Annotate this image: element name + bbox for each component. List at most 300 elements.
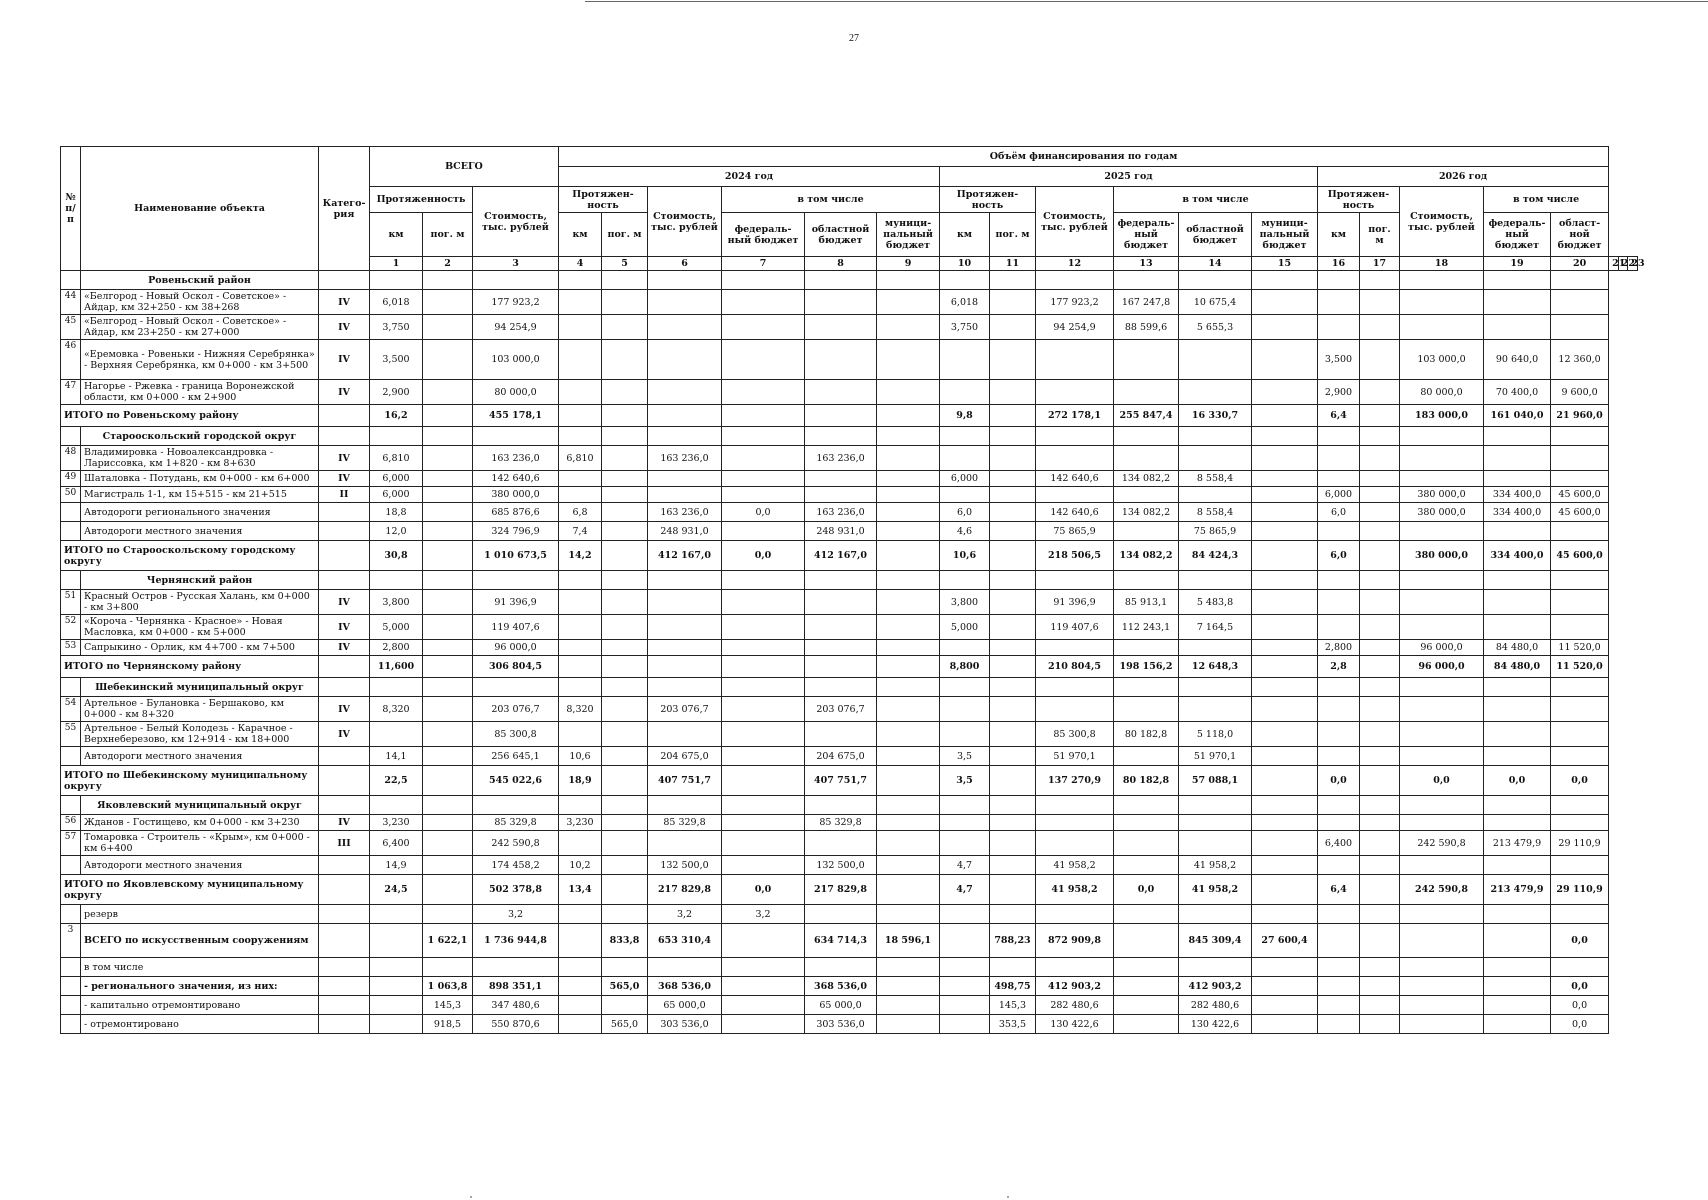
empty-cell bbox=[1400, 615, 1484, 640]
empty-cell bbox=[423, 522, 473, 541]
empty-cell bbox=[1551, 796, 1609, 815]
empty-cell bbox=[877, 1015, 940, 1034]
empty-cell bbox=[1318, 615, 1360, 640]
empty-cell bbox=[990, 656, 1036, 678]
empty-cell bbox=[877, 640, 940, 656]
empty-cell bbox=[1484, 958, 1551, 977]
empty-cell bbox=[602, 958, 648, 977]
value-cell: 5 655,3 bbox=[1179, 315, 1252, 340]
empty-cell bbox=[1400, 958, 1484, 977]
empty-cell bbox=[648, 678, 722, 697]
category-cell: IV bbox=[319, 290, 370, 315]
empty-cell bbox=[1318, 1015, 1360, 1034]
empty-cell bbox=[1400, 678, 1484, 697]
empty-cell bbox=[648, 796, 722, 815]
empty-cell bbox=[940, 958, 990, 977]
empty-cell bbox=[877, 271, 940, 290]
table-row bbox=[61, 996, 1638, 1015]
empty-cell bbox=[1114, 640, 1179, 656]
value-cell: 0,0 bbox=[722, 541, 805, 571]
value-cell: 41 958,2 bbox=[1036, 875, 1114, 905]
empty-cell bbox=[559, 905, 602, 924]
empty-cell bbox=[602, 697, 648, 722]
object-name: Красный Остров - Русская Халань, км 0+000 - км 3+800 bbox=[81, 590, 319, 615]
value-cell: 91 396,9 bbox=[473, 590, 559, 615]
section-row bbox=[61, 271, 1638, 290]
empty-cell bbox=[940, 697, 990, 722]
empty-cell bbox=[602, 471, 648, 487]
empty-cell bbox=[940, 1015, 990, 1034]
object-name: «Белгород - Новый Оскол - Советское» - Айдар, км 23+250 - км 27+000 bbox=[81, 315, 319, 340]
empty-cell bbox=[648, 831, 722, 856]
empty-cell bbox=[877, 427, 940, 446]
empty-cell bbox=[1114, 271, 1179, 290]
value-cell: 91 396,9 bbox=[1036, 590, 1114, 615]
value-cell: 3,800 bbox=[940, 590, 990, 615]
value-cell: 183 000,0 bbox=[1400, 405, 1484, 427]
value-cell: 145,3 bbox=[990, 996, 1036, 1015]
category-cell: IV bbox=[319, 615, 370, 640]
value-cell: 6,000 bbox=[370, 487, 423, 503]
empty-cell bbox=[805, 487, 877, 503]
empty-cell bbox=[648, 656, 722, 678]
empty-cell bbox=[370, 796, 423, 815]
empty-cell bbox=[1360, 571, 1400, 590]
empty-cell bbox=[1252, 405, 1318, 427]
empty-cell bbox=[1484, 977, 1551, 996]
empty-cell bbox=[1114, 905, 1179, 924]
empty-cell bbox=[602, 290, 648, 315]
vtom-2025-header: в том числе bbox=[1114, 187, 1318, 213]
empty-cell bbox=[1252, 722, 1318, 747]
value-cell: 41 958,2 bbox=[1036, 856, 1114, 875]
empty-cell bbox=[1318, 522, 1360, 541]
empty-cell bbox=[1484, 271, 1551, 290]
value-cell: 30,8 bbox=[370, 541, 423, 571]
value-cell: 51 970,1 bbox=[1036, 747, 1114, 766]
empty-cell bbox=[1252, 571, 1318, 590]
total-title: ИТОГО по Старооскольскому городскому округу bbox=[61, 541, 319, 571]
empty-cell bbox=[1360, 640, 1400, 656]
empty-cell bbox=[1400, 427, 1484, 446]
empty-cell bbox=[1252, 271, 1318, 290]
column-number: 2 bbox=[423, 257, 473, 271]
value-cell: 161 040,0 bbox=[1484, 405, 1551, 427]
empty-cell bbox=[805, 958, 877, 977]
empty-cell bbox=[423, 471, 473, 487]
column-number: 23 bbox=[1628, 257, 1638, 271]
value-cell: 65 000,0 bbox=[648, 996, 722, 1015]
empty-cell bbox=[648, 405, 722, 427]
row-number-cell: 55 bbox=[61, 722, 81, 747]
value-cell: 167 247,8 bbox=[1114, 290, 1179, 315]
empty-cell bbox=[722, 340, 805, 380]
empty-cell bbox=[805, 471, 877, 487]
empty-cell bbox=[602, 315, 648, 340]
empty-cell bbox=[1252, 977, 1318, 996]
empty-cell bbox=[370, 722, 423, 747]
value-cell: 334 400,0 bbox=[1484, 503, 1551, 522]
empty-cell bbox=[1551, 958, 1609, 977]
row-number-cell: 45 bbox=[61, 315, 81, 340]
empty-cell bbox=[423, 831, 473, 856]
table-row bbox=[61, 856, 1638, 875]
column-number: 3 bbox=[473, 257, 559, 271]
value-cell: 9 600,0 bbox=[1551, 380, 1609, 405]
value-cell: 13,4 bbox=[559, 875, 602, 905]
empty-cell bbox=[940, 905, 990, 924]
empty-cell bbox=[1484, 615, 1551, 640]
empty-cell bbox=[1400, 815, 1484, 831]
value-cell: 347 480,6 bbox=[473, 996, 559, 1015]
empty-cell bbox=[559, 996, 602, 1015]
empty-cell bbox=[1036, 796, 1114, 815]
value-cell: 5 118,0 bbox=[1179, 722, 1252, 747]
empty-cell bbox=[648, 271, 722, 290]
empty-cell bbox=[1484, 678, 1551, 697]
value-cell: 18 596,1 bbox=[877, 924, 940, 958]
empty-cell bbox=[1036, 340, 1114, 380]
category-cell: IV bbox=[319, 446, 370, 471]
value-cell: 51 970,1 bbox=[1179, 747, 1252, 766]
empty-cell bbox=[1551, 427, 1609, 446]
column-number: 16 bbox=[1318, 257, 1360, 271]
empty-cell bbox=[319, 427, 370, 446]
empty-cell bbox=[1360, 615, 1400, 640]
empty-cell bbox=[1252, 541, 1318, 571]
empty-cell bbox=[319, 678, 370, 697]
fed-2025-header: федераль-ный бюджет bbox=[1114, 213, 1179, 257]
value-cell: 75 865,9 bbox=[1036, 522, 1114, 541]
value-cell: 174 458,2 bbox=[473, 856, 559, 875]
value-cell: 8 558,4 bbox=[1179, 503, 1252, 522]
value-cell: 380 000,0 bbox=[473, 487, 559, 503]
section-title: Чернянский район bbox=[81, 571, 319, 590]
value-cell: 85 300,8 bbox=[473, 722, 559, 747]
value-cell: 203 076,7 bbox=[805, 697, 877, 722]
value-cell: 29 110,9 bbox=[1551, 875, 1609, 905]
table-row bbox=[61, 340, 1638, 380]
empty-cell bbox=[877, 380, 940, 405]
obl-2024-header: областной бюджет bbox=[805, 213, 877, 257]
empty-cell bbox=[1400, 315, 1484, 340]
value-cell: 412 903,2 bbox=[1036, 977, 1114, 996]
empty-cell bbox=[473, 678, 559, 697]
total-row bbox=[61, 924, 1638, 958]
empty-cell bbox=[1179, 640, 1252, 656]
empty-cell bbox=[370, 977, 423, 996]
category-cell bbox=[319, 747, 370, 766]
object-name: ВСЕГО по искусственным сооружениям bbox=[81, 924, 319, 958]
empty-cell bbox=[805, 315, 877, 340]
value-cell: 412 167,0 bbox=[805, 541, 877, 571]
empty-cell bbox=[940, 271, 990, 290]
section-row bbox=[61, 678, 1638, 697]
empty-cell bbox=[1318, 446, 1360, 471]
column-number: 4 bbox=[559, 257, 602, 271]
empty-cell bbox=[722, 640, 805, 656]
empty-cell bbox=[1114, 856, 1179, 875]
value-cell: 4,7 bbox=[940, 856, 990, 875]
column-number: 7 bbox=[722, 257, 805, 271]
empty-cell bbox=[1360, 590, 1400, 615]
empty-cell bbox=[722, 522, 805, 541]
value-cell: 6,4 bbox=[1318, 875, 1360, 905]
empty-cell bbox=[559, 487, 602, 503]
empty-cell bbox=[1484, 446, 1551, 471]
protyazh-2024-header: Протяжен-ность bbox=[559, 187, 648, 213]
empty-cell bbox=[805, 831, 877, 856]
value-cell: 5,000 bbox=[940, 615, 990, 640]
value-cell: 177 923,2 bbox=[1036, 290, 1114, 315]
object-name: Артельное - Белый Колодезь - Карачное - Верхнеберезово, км 12+914 - км 18+000 bbox=[81, 722, 319, 747]
value-cell: 6,018 bbox=[940, 290, 990, 315]
empty-cell bbox=[805, 340, 877, 380]
value-cell: 18,9 bbox=[559, 766, 602, 796]
value-cell: 213 479,9 bbox=[1484, 875, 1551, 905]
category-cell bbox=[319, 541, 370, 571]
empty-cell bbox=[877, 315, 940, 340]
table-row bbox=[61, 522, 1638, 541]
empty-cell bbox=[990, 678, 1036, 697]
empty-cell bbox=[1360, 487, 1400, 503]
empty-cell bbox=[722, 656, 805, 678]
value-cell: 3,2 bbox=[722, 905, 805, 924]
empty-cell bbox=[940, 977, 990, 996]
empty-cell bbox=[370, 958, 423, 977]
empty-cell bbox=[559, 831, 602, 856]
empty-cell bbox=[559, 796, 602, 815]
value-cell: 142 640,6 bbox=[1036, 471, 1114, 487]
empty-cell bbox=[1114, 796, 1179, 815]
empty-cell bbox=[602, 590, 648, 615]
empty-cell bbox=[1360, 427, 1400, 446]
empty-cell bbox=[1252, 1015, 1318, 1034]
empty-cell bbox=[1484, 1015, 1551, 1034]
empty-cell bbox=[1551, 446, 1609, 471]
empty-cell bbox=[370, 1015, 423, 1034]
empty-cell bbox=[1036, 380, 1114, 405]
value-cell: 0,0 bbox=[1114, 875, 1179, 905]
value-cell: 163 236,0 bbox=[648, 503, 722, 522]
category-cell bbox=[319, 905, 370, 924]
value-cell: 3,230 bbox=[559, 815, 602, 831]
table-row bbox=[61, 722, 1638, 747]
km-2026-header: км bbox=[1318, 213, 1360, 257]
empty-cell bbox=[1551, 571, 1609, 590]
empty-cell bbox=[1252, 615, 1318, 640]
empty-cell bbox=[602, 856, 648, 875]
empty-cell bbox=[1252, 380, 1318, 405]
empty-cell bbox=[1252, 875, 1318, 905]
empty-cell bbox=[1252, 747, 1318, 766]
value-cell: 80 000,0 bbox=[473, 380, 559, 405]
empty-cell bbox=[1114, 831, 1179, 856]
value-cell: 103 000,0 bbox=[473, 340, 559, 380]
empty-cell bbox=[423, 875, 473, 905]
row-number-cell bbox=[61, 522, 81, 541]
empty-cell bbox=[722, 747, 805, 766]
empty-cell bbox=[1400, 1015, 1484, 1034]
section-row bbox=[61, 571, 1638, 590]
financing-table bbox=[60, 146, 1645, 1034]
row-number-cell bbox=[61, 571, 81, 590]
empty-cell bbox=[1252, 640, 1318, 656]
empty-cell bbox=[1484, 905, 1551, 924]
column-number: 11 bbox=[990, 257, 1036, 271]
category-cell: III bbox=[319, 831, 370, 856]
total-title: ИТОГО по Яковлевскому муниципальному округу bbox=[61, 875, 319, 905]
value-cell: 10,2 bbox=[559, 856, 602, 875]
value-cell: 2,800 bbox=[1318, 640, 1360, 656]
empty-cell bbox=[1360, 290, 1400, 315]
empty-cell bbox=[1360, 503, 1400, 522]
empty-cell bbox=[1252, 522, 1318, 541]
column-number: 5 bbox=[602, 257, 648, 271]
mun-2025-header: муници-пальный бюджет bbox=[1252, 213, 1318, 257]
empty-cell bbox=[602, 522, 648, 541]
value-cell: 85 329,8 bbox=[473, 815, 559, 831]
empty-cell bbox=[1036, 678, 1114, 697]
value-cell: 80 000,0 bbox=[1400, 380, 1484, 405]
value-cell: 80 182,8 bbox=[1114, 722, 1179, 747]
value-cell: 11 520,0 bbox=[1551, 640, 1609, 656]
empty-cell bbox=[1360, 541, 1400, 571]
section-title: Шебекинский муниципальный округ bbox=[81, 678, 319, 697]
value-cell: 248 931,0 bbox=[648, 522, 722, 541]
value-cell: 45 600,0 bbox=[1551, 487, 1609, 503]
value-cell: 7 164,5 bbox=[1179, 615, 1252, 640]
empty-cell bbox=[648, 722, 722, 747]
empty-cell bbox=[1551, 678, 1609, 697]
empty-cell bbox=[990, 615, 1036, 640]
table-row bbox=[61, 380, 1638, 405]
empty-cell bbox=[990, 427, 1036, 446]
empty-cell bbox=[1179, 697, 1252, 722]
empty-cell bbox=[1252, 340, 1318, 380]
value-cell: 5 483,8 bbox=[1179, 590, 1252, 615]
empty-cell bbox=[1252, 856, 1318, 875]
value-cell: 163 236,0 bbox=[473, 446, 559, 471]
empty-cell bbox=[559, 427, 602, 446]
empty-cell bbox=[370, 271, 423, 290]
category-cell bbox=[319, 875, 370, 905]
empty-cell bbox=[990, 471, 1036, 487]
empty-cell bbox=[1400, 590, 1484, 615]
empty-cell bbox=[1318, 471, 1360, 487]
value-cell: 45 600,0 bbox=[1551, 503, 1609, 522]
empty-cell bbox=[648, 290, 722, 315]
empty-cell bbox=[877, 747, 940, 766]
empty-cell bbox=[940, 340, 990, 380]
empty-cell bbox=[1360, 831, 1400, 856]
value-cell: 3,230 bbox=[370, 815, 423, 831]
empty-cell bbox=[559, 315, 602, 340]
empty-cell bbox=[990, 722, 1036, 747]
empty-cell bbox=[990, 905, 1036, 924]
empty-cell bbox=[877, 522, 940, 541]
value-cell: 498,75 bbox=[990, 977, 1036, 996]
object-name: - отремонтировано bbox=[81, 1015, 319, 1034]
category-cell bbox=[319, 522, 370, 541]
value-cell: 242 590,8 bbox=[1400, 831, 1484, 856]
empty-cell bbox=[877, 290, 940, 315]
column-number: 8 bbox=[805, 257, 877, 271]
value-cell: 217 829,8 bbox=[648, 875, 722, 905]
value-cell: 6,000 bbox=[370, 471, 423, 487]
empty-cell bbox=[648, 315, 722, 340]
empty-cell bbox=[423, 615, 473, 640]
value-cell: 1 622,1 bbox=[423, 924, 473, 958]
protyazhennost-header: Протяженность bbox=[370, 187, 473, 213]
total-row bbox=[61, 875, 1638, 905]
object-name: Томаровка - Строитель - «Крым», км 0+000 - км 6+400 bbox=[81, 831, 319, 856]
empty-cell bbox=[1360, 796, 1400, 815]
empty-cell bbox=[722, 405, 805, 427]
obl-2026-header: област-ной бюджет bbox=[1551, 213, 1609, 257]
empty-cell bbox=[1551, 590, 1609, 615]
value-cell: 303 536,0 bbox=[805, 1015, 877, 1034]
value-cell: 41 958,2 bbox=[1179, 856, 1252, 875]
empty-cell bbox=[1114, 924, 1179, 958]
category-cell bbox=[319, 856, 370, 875]
empty-cell bbox=[940, 487, 990, 503]
row-number-cell: 50 bbox=[61, 487, 81, 503]
empty-cell bbox=[940, 571, 990, 590]
empty-cell bbox=[1400, 856, 1484, 875]
value-cell: 334 400,0 bbox=[1484, 487, 1551, 503]
empty-cell bbox=[877, 796, 940, 815]
empty-cell bbox=[877, 446, 940, 471]
empty-cell bbox=[805, 571, 877, 590]
protyazh-2026-header: Протяжен-ность bbox=[1318, 187, 1400, 213]
empty-cell bbox=[1360, 340, 1400, 380]
object-name: Жданов - Гостищево, км 0+000 - км 3+230 bbox=[81, 815, 319, 831]
empty-cell bbox=[877, 340, 940, 380]
empty-cell bbox=[473, 958, 559, 977]
empty-cell bbox=[1114, 522, 1179, 541]
section-title: Старооскольский городской округ bbox=[81, 427, 319, 446]
empty-cell bbox=[559, 722, 602, 747]
column-number: 17 bbox=[1360, 257, 1400, 271]
value-cell: 70 400,0 bbox=[1484, 380, 1551, 405]
value-cell: 4,7 bbox=[940, 875, 990, 905]
value-cell: 2,800 bbox=[370, 640, 423, 656]
empty-cell bbox=[602, 766, 648, 796]
category-cell bbox=[319, 503, 370, 522]
value-cell: 380 000,0 bbox=[1400, 487, 1484, 503]
empty-cell bbox=[722, 487, 805, 503]
empty-cell bbox=[940, 640, 990, 656]
table-row bbox=[61, 290, 1638, 315]
table-row bbox=[61, 446, 1638, 471]
value-cell: 282 480,6 bbox=[1036, 996, 1114, 1015]
empty-cell bbox=[1179, 905, 1252, 924]
object-name: «Еремовка - Ровеньки - Нижняя Серебрянка» - Верхняя Серебрянка, км 0+000 - км 3+500 bbox=[81, 340, 319, 380]
empty-cell bbox=[1484, 815, 1551, 831]
empty-cell bbox=[1318, 290, 1360, 315]
empty-cell bbox=[1318, 590, 1360, 615]
value-cell: 6,000 bbox=[940, 471, 990, 487]
value-cell: 502 378,8 bbox=[473, 875, 559, 905]
empty-cell bbox=[805, 722, 877, 747]
empty-cell bbox=[1484, 590, 1551, 615]
empty-cell bbox=[1400, 271, 1484, 290]
empty-cell bbox=[1252, 427, 1318, 446]
empty-cell bbox=[1114, 678, 1179, 697]
row-number-cell: 57 bbox=[61, 831, 81, 856]
empty-cell bbox=[648, 427, 722, 446]
